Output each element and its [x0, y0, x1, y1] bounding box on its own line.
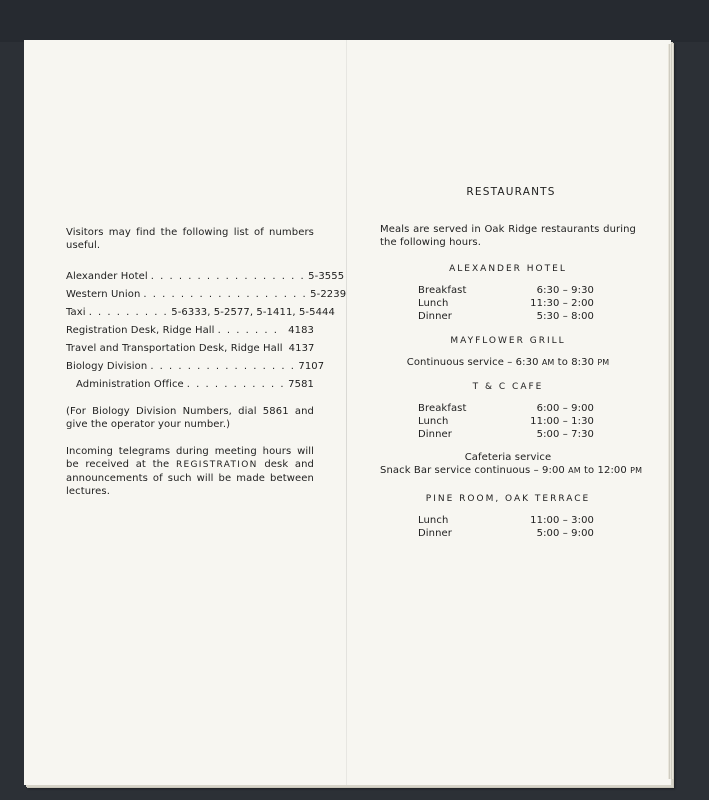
meal-time: 11:00 – 3:00	[530, 515, 594, 526]
meal-label: Dinner	[418, 429, 453, 440]
snack-bar-service	[380, 464, 643, 477]
hours-table	[418, 402, 594, 441]
phone-row	[66, 337, 314, 355]
leader-dots: . . . . . . . . . . . . . . . . . .	[143, 289, 308, 300]
page-title: RESTAURANTS	[466, 186, 556, 198]
hours-table	[418, 514, 594, 540]
phone-number: 7107	[298, 361, 325, 372]
hours-table	[418, 284, 594, 323]
center-fold	[346, 40, 347, 785]
phone-row	[66, 319, 314, 337]
hours-row	[418, 514, 594, 527]
left-page	[66, 226, 347, 498]
phone-row	[66, 265, 345, 283]
phone-number: 4183	[288, 325, 314, 336]
hours-row	[418, 310, 594, 323]
meal-label: Dinner	[418, 311, 453, 322]
hours-row	[418, 297, 594, 310]
phone-number: 5-6333, 5-2577, 5-1411, 5-5444	[171, 307, 335, 318]
telegram-text: desk and announcements of such will be made between lectures.	[66, 459, 314, 497]
restaurant-name: MAYFLOWER GRILL	[450, 336, 566, 346]
meals-intro: Meals are served in Oak Ridge restaurants during the following hours.	[380, 224, 636, 248]
telegram-text: Incoming telegrams during meeting hours will be received at the	[66, 446, 314, 470]
hours-row	[418, 415, 594, 428]
meal-time: 11:00 – 1:30	[530, 416, 594, 427]
cafeteria-label: Cafeteria service	[464, 452, 552, 463]
leader-dots: . . . . . . . . . . . . . . . .	[150, 361, 296, 372]
hours-row	[418, 284, 594, 297]
service-text: Continuous service – 6:30	[406, 357, 539, 368]
phone-list	[66, 265, 347, 391]
leader-dots: . . . . . . . . .	[88, 307, 169, 318]
phone-label: Travel and Transportation Desk, Ridge Hall	[66, 343, 283, 354]
hours-row	[418, 527, 594, 540]
restaurant-name: PINE ROOM, OAK TERRACE	[425, 494, 591, 504]
phone-intro: Visitors may find the following list of numbers useful.	[66, 227, 314, 251]
leader-dots: . . . . . . . . . . . . . . . . .	[150, 271, 306, 282]
pm-label: PM	[630, 466, 643, 475]
am-label: AM	[568, 466, 581, 475]
phone-row	[66, 355, 325, 373]
telegram-note	[66, 445, 314, 498]
registration-word: REGISTRATION	[175, 460, 258, 470]
phone-label: Taxi	[66, 307, 86, 318]
restaurant-name: T & C CAFE	[472, 382, 544, 392]
biology-note: (For Biology Division Numbers, dial 5861 and give the operator your number.)	[66, 406, 314, 430]
phone-number: 5-3555	[308, 271, 345, 282]
meal-time: 5:00 – 7:30	[536, 429, 594, 440]
phone-number: 5-2239	[310, 289, 347, 300]
leader-dots: . . . . . . .	[217, 325, 279, 336]
meal-label: Lunch	[418, 298, 449, 309]
hours-row	[418, 402, 594, 415]
service-text: Snack Bar service continuous – 9:00	[380, 465, 565, 476]
mayflower-service	[380, 356, 636, 369]
service-text: to 12:00	[584, 465, 627, 476]
meal-label: Breakfast	[418, 285, 467, 296]
restaurant-name: ALEXANDER HOTEL	[449, 264, 567, 274]
meal-label: Dinner	[418, 528, 453, 539]
leader-dots: . . . . . . . . . . .	[186, 379, 286, 390]
phone-number: 4137	[288, 343, 315, 354]
phone-label: Administration Office	[76, 379, 184, 390]
am-label: AM	[541, 358, 555, 367]
meal-time: 5:00 – 9:00	[536, 528, 594, 539]
background-band	[0, 0, 709, 42]
right-page	[380, 186, 643, 552]
meal-label: Breakfast	[418, 403, 467, 414]
phone-label: Alexander Hotel	[66, 271, 148, 282]
meal-time: 6:30 – 9:30	[536, 285, 594, 296]
page-edges	[668, 44, 674, 779]
phone-label: Western Union	[66, 289, 141, 300]
phone-label: Biology Division	[66, 361, 148, 372]
pm-label: PM	[597, 358, 610, 367]
phone-row	[66, 283, 347, 301]
meal-time: 6:00 – 9:00	[536, 403, 594, 414]
meal-time: 5:30 – 8:00	[536, 311, 594, 322]
meal-label: Lunch	[418, 416, 449, 427]
phone-row	[66, 373, 314, 391]
phone-number: 7581	[288, 379, 314, 390]
phone-row	[66, 301, 335, 319]
hours-row	[418, 428, 594, 441]
meal-time: 11:30 – 2:00	[530, 298, 594, 309]
service-text: to 8:30	[557, 357, 595, 368]
phone-label: Registration Desk, Ridge Hall	[66, 325, 215, 336]
meal-label: Lunch	[418, 515, 449, 526]
